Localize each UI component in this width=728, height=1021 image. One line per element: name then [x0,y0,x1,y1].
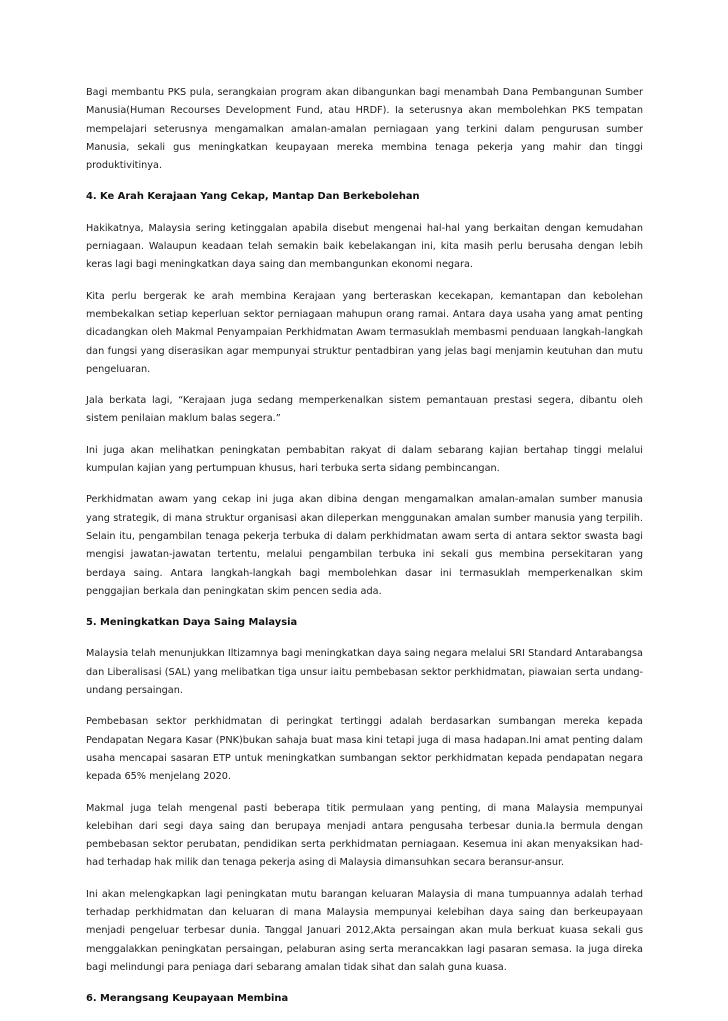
section-heading: 4. Ke Arah Kerajaan Yang Cekap, Mantap Dan Berkebolehan [86,191,420,203]
document-page [86,84,643,1021]
paragraph: Pembebasan sektor perkhidmatan di peringkat tertinggi adalah berdasarkan sumbangan mereka kepada Pendapatan Negara Kasar (PNK)bukan sahaja buat masa kini tetapi juga di masa hadapan.Ini amat penting dalam usaha mencapai sasaran ETP untuk meningkatkan sumbangan sektor perkhidmatan kepada pendapatan negara kepada 65% menjelang 2020. [86,716,643,783]
paragraph: Makmal juga telah mengenal pasti beberapa titik permulaan yang penting, di mana Malaysia mempunyai kelebihan dari segi daya saing dan berupaya menjadi antara pengusaha terbesar dunia.Ia bermula dengan pembebasan sektor perubatan, pendidikan serta perkhidmatan perniagaan. Kesemua ini akan menyaksikan had-had terhadap hak milik dan tenaga pekerja asing di Malaysia dimansuhkan secara beransur-ansur. [86,802,643,869]
paragraph: Ini juga akan melihatkan peningkatan pembabitan rakyat di dalam sebarang kajian bertahap tinggi melalui kumpulan kajian yang pertumpuan khusus, hari terbuka serta sidang pembincangan. [86,444,643,475]
paragraph: Perkhidmatan awam yang cekap ini juga akan dibina dengan mengamalkan amalan-amalan sumber manusia yang strategik, di mana struktur organisasi akan dileperkan menggunakan amalan sumber manusia yang terpilih. Selain itu, pengambilan tenaga pekerja terbuka di dalam perkhidmatan awam serta di antara sektor swasta bagi mengisi jawatan-jawatan tertentu, melalui pengambilan terbuka ini sekali gus membina persekitaran yang berdaya saing. Antara langkah-langkah bagi membolehkan dasar ini termasuklah memperkenalkan skim penggajian berkala dan peningkatan skim pencen sedia ada. [86,494,643,597]
paragraph: Malaysia telah menunjukkan Iltizamnya bagi meningkatkan daya saing negara melalui SRI Standard Antarabangsa dan Liberalisasi (SAL) yang melibatkan tiga unsur iaitu pembebasan sektor perkhidmatan, piawaian serta undang-undang persaingan. [86,648,643,697]
paragraph: Bagi membantu PKS pula, serangkaian program akan dibangunkan bagi menambah Dana Pembangunan Sumber Manusia(Human Recourses Development Fund, atau HRDF). Ia seterusnya akan membolehkan PKS tempatan mempelajari seterusnya mengamalkan amalan-amalan perniagaan yang terkini dalam pengurusan sumber Manusia, sekali gus meningkatkan keupayaan mereka membina tenaga pekerja yang mahir dan tinggi produktivitinya. [86,87,643,172]
paragraph: Kita perlu bergerak ke arah membina Kerajaan yang berteraskan kecekapan, kemantapan dan kebolehan membekalkan setiap keperluan sektor perniagaan mahupun orang ramai. Antara daya usaha yang amat penting dicadangkan oleh Makmal Penyampaian Perkhidmatan Awam termasuklah membasmi penduaan langkah-langkah dan fungsi yang diserasikan agar mempunyai struktur pentadbiran yang jelas bagi menjamin keutuhan dan mutu pengeluaran. [86,290,643,375]
section-heading: 6. Merangsang Keupayaan Membina [86,993,289,1005]
section-heading: 5. Meningkatkan Daya Saing Malaysia [86,617,298,629]
paragraph: Jala berkata lagi, “Kerajaan juga sedang memperkenalkan sistem pemantauan prestasi segera, dibantu oleh sistem penilaian maklum balas segera.” [86,395,643,425]
paragraph: Hakikatnya, Malaysia sering ketinggalan apabila disebut mengenai hal-hal yang berkaitan dengan kemudahan perniagaan. Walaupun keadaan telah semakin baik kebelakangan ini, kita masih perlu berusaha dengan lebih keras lagi bagi meningkatkan daya saing dan membangunkan ekonomi negara. [86,222,643,271]
paragraph: Ini akan melengkapkan lagi peningkatan mutu barangan keluaran Malaysia di mana tumpuannya adalah terhad terhadap perkhidmatan dan keluaran di mana Malaysia mempunyai kelebihan daya saing dan berkeupayaan menjadi pengeluar terbesar dunia. Tanggal Januari 2012,Akta persaingan akan mula berkuat kuasa sekali gus menggalakkan peningkatan persaingan, pelaburan asing serta merancakkan lagi pasaran semasa. Ia juga direka bagi melindungi para peniaga dari sebarang amalan tidak sihat dan salah guna kuasa. [86,888,643,973]
